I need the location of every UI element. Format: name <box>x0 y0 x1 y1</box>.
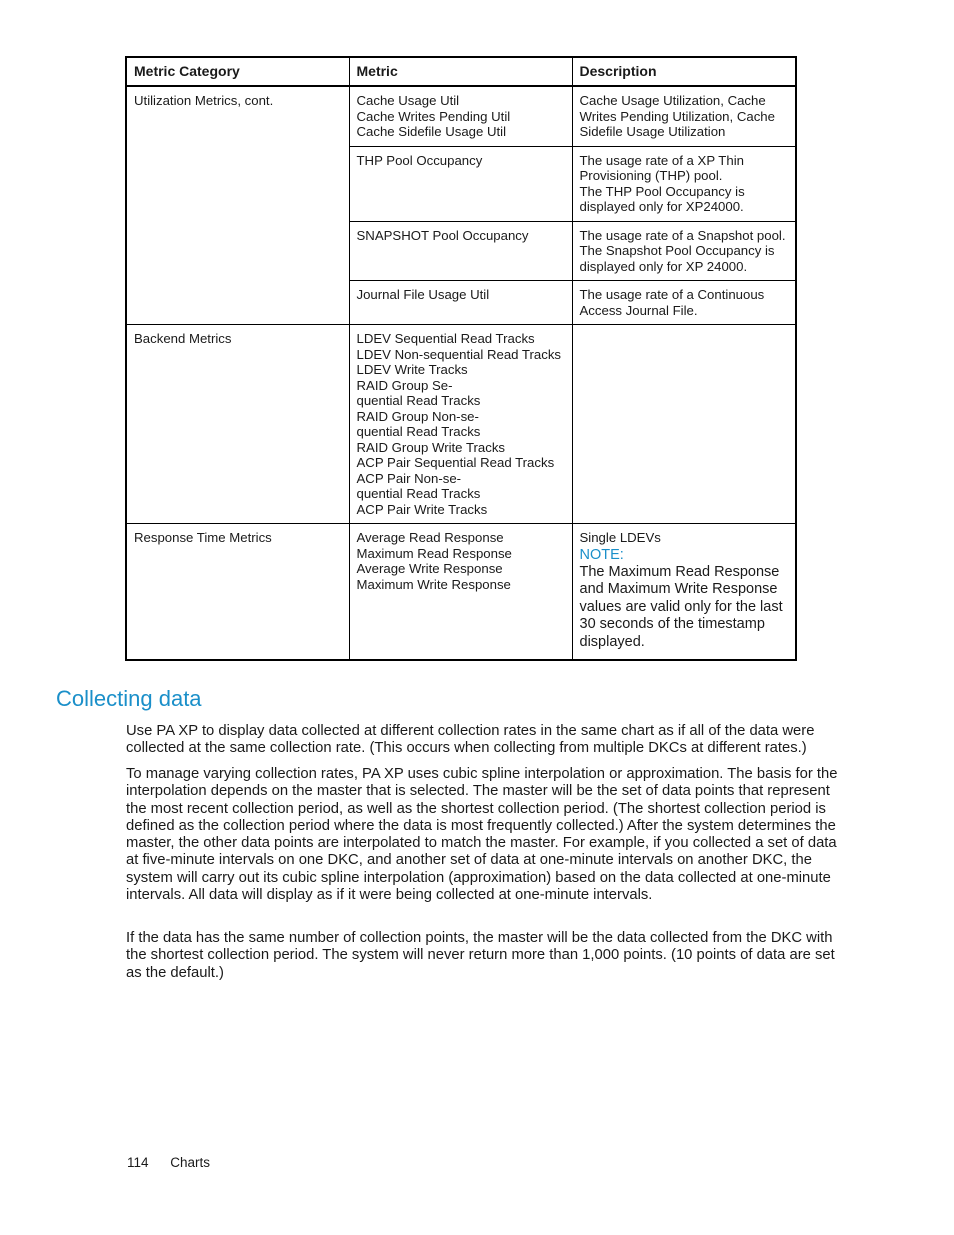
metric-line: ACP Pair Write Tracks <box>356 501 488 517</box>
description-line: The usage rate of a Snapshot pool. <box>579 227 786 243</box>
metric-cell <box>349 281 572 325</box>
metrics-table <box>125 56 797 661</box>
metric-line: SNAPSHOT Pool Occupancy <box>356 227 529 243</box>
metric-category-cell: Response Time Metrics <box>126 524 349 660</box>
paragraph: If the data has the same number of collection points, the master will be the data collected from the DKC with the shortest collection period. The system will never return more than 1,000 points. (10 points of data are set as the default.) <box>126 930 835 981</box>
metric-line: RAID Group Non-se- <box>356 408 479 424</box>
description-line: Access Journal File. <box>579 302 698 318</box>
description-line: Writes Pending Utilization, Cache <box>579 108 775 124</box>
metric-line: Cache Sidefile Usage Util <box>356 124 507 139</box>
table-row <box>126 86 796 146</box>
table-row <box>126 524 796 660</box>
metric-line: Cache Writes Pending Util <box>356 108 511 124</box>
description-line: Provisioning (THP) pool. <box>579 168 723 183</box>
metric-line: LDEV Sequential Read Tracks <box>356 331 535 346</box>
paragraph: Use PA XP to display data collected at different collection rates in the same chart as if all of the data were collected at the same collection rate. (This occurs when collecting from multiple DKCs at different rates.) <box>126 723 815 757</box>
note-text: The Maximum Read Response and Maximum Write Response values are valid only for the last 30 seconds of the timestamp displayed. <box>579 563 783 650</box>
metric-cell <box>349 325 572 524</box>
metric-line: quential Read Tracks <box>356 393 481 408</box>
description-cell <box>572 325 796 524</box>
description-cell <box>572 524 796 660</box>
metric-line: Average Write Response <box>356 561 503 576</box>
table-header-row <box>126 57 796 86</box>
metric-line: RAID Group Write Tracks <box>356 439 506 455</box>
description-line: The Snapshot Pool Occupancy is <box>579 243 775 258</box>
metric-line: quential Read Tracks <box>356 424 481 439</box>
metric-cell <box>349 146 572 221</box>
metric-line: ACP Pair Non-se- <box>356 470 462 486</box>
metric-line: LDEV Write Tracks <box>356 362 468 377</box>
description-line: The THP Pool Occupancy is <box>579 183 745 199</box>
header-metric: Metric <box>349 57 572 86</box>
description-line: Cache Usage Utilization, Cache <box>579 93 766 108</box>
description-line: The usage rate of a XP Thin <box>579 152 744 168</box>
description-line: The usage rate of a Continuous <box>579 287 765 302</box>
page-footer <box>127 1155 210 1170</box>
metric-line: RAID Group Se- <box>356 377 453 393</box>
metric-cell <box>349 524 572 660</box>
description-line: displayed only for XP24000. <box>579 199 744 214</box>
description-cell <box>572 86 796 146</box>
description-cell <box>572 221 796 281</box>
metric-line: Cache Usage Util <box>356 93 460 108</box>
paragraph: To manage varying collection rates, PA XP uses cubic spline interpolation or approximation. The basis for the interpolation depends on the master that is selected. The master will be the set of data points that represent the most recent collection period, as well as the shortest collection period. (The shortest collection period is defined as the collection period where the data is most frequently collected.) After the system determines the master, the other data points are interpolated to match the master. For example, if you collected a set of data at five-minute intervals on one DKC, and another set of data at one-minute intervals on another DKC, the system will carry out its cubic spline interpolation (approximation) based on the data collected at one-minute intervals. All data will display as if it were being collected at one-minute intervals. <box>126 766 838 904</box>
metric-line: quential Read Tracks <box>356 486 481 501</box>
table-row <box>126 325 796 524</box>
description-cell <box>572 146 796 221</box>
metric-cell <box>349 221 572 281</box>
metric-line: Average Read Response <box>356 530 504 545</box>
metric-category-cell: Backend Metrics <box>126 325 349 524</box>
page-number: 114 <box>127 1155 149 1170</box>
header-metric-category: Metric Category <box>126 57 349 86</box>
header-description: Description <box>572 57 796 86</box>
description-line: displayed only for XP 24000. <box>579 258 748 274</box>
metric-line: LDEV Non-sequential Read Tracks <box>356 346 562 362</box>
metric-line: THP Pool Occupancy <box>356 152 483 168</box>
metric-category-cell: Utilization Metrics, cont. <box>126 86 349 325</box>
note-label: NOTE: <box>579 546 624 563</box>
chapter-name: Charts <box>170 1155 211 1170</box>
description-line: Single LDEVs <box>579 530 661 545</box>
metric-cell <box>349 86 572 146</box>
metric-line: Maximum Write Response <box>356 576 511 592</box>
description-cell <box>572 281 796 325</box>
description-line: Sidefile Usage Utilization <box>579 124 726 139</box>
metric-line: ACP Pair Sequential Read Tracks <box>356 455 555 470</box>
section-heading: Collecting data <box>56 686 202 711</box>
metric-line: Journal File Usage Util <box>356 287 490 302</box>
metric-line: Maximum Read Response <box>356 545 512 561</box>
